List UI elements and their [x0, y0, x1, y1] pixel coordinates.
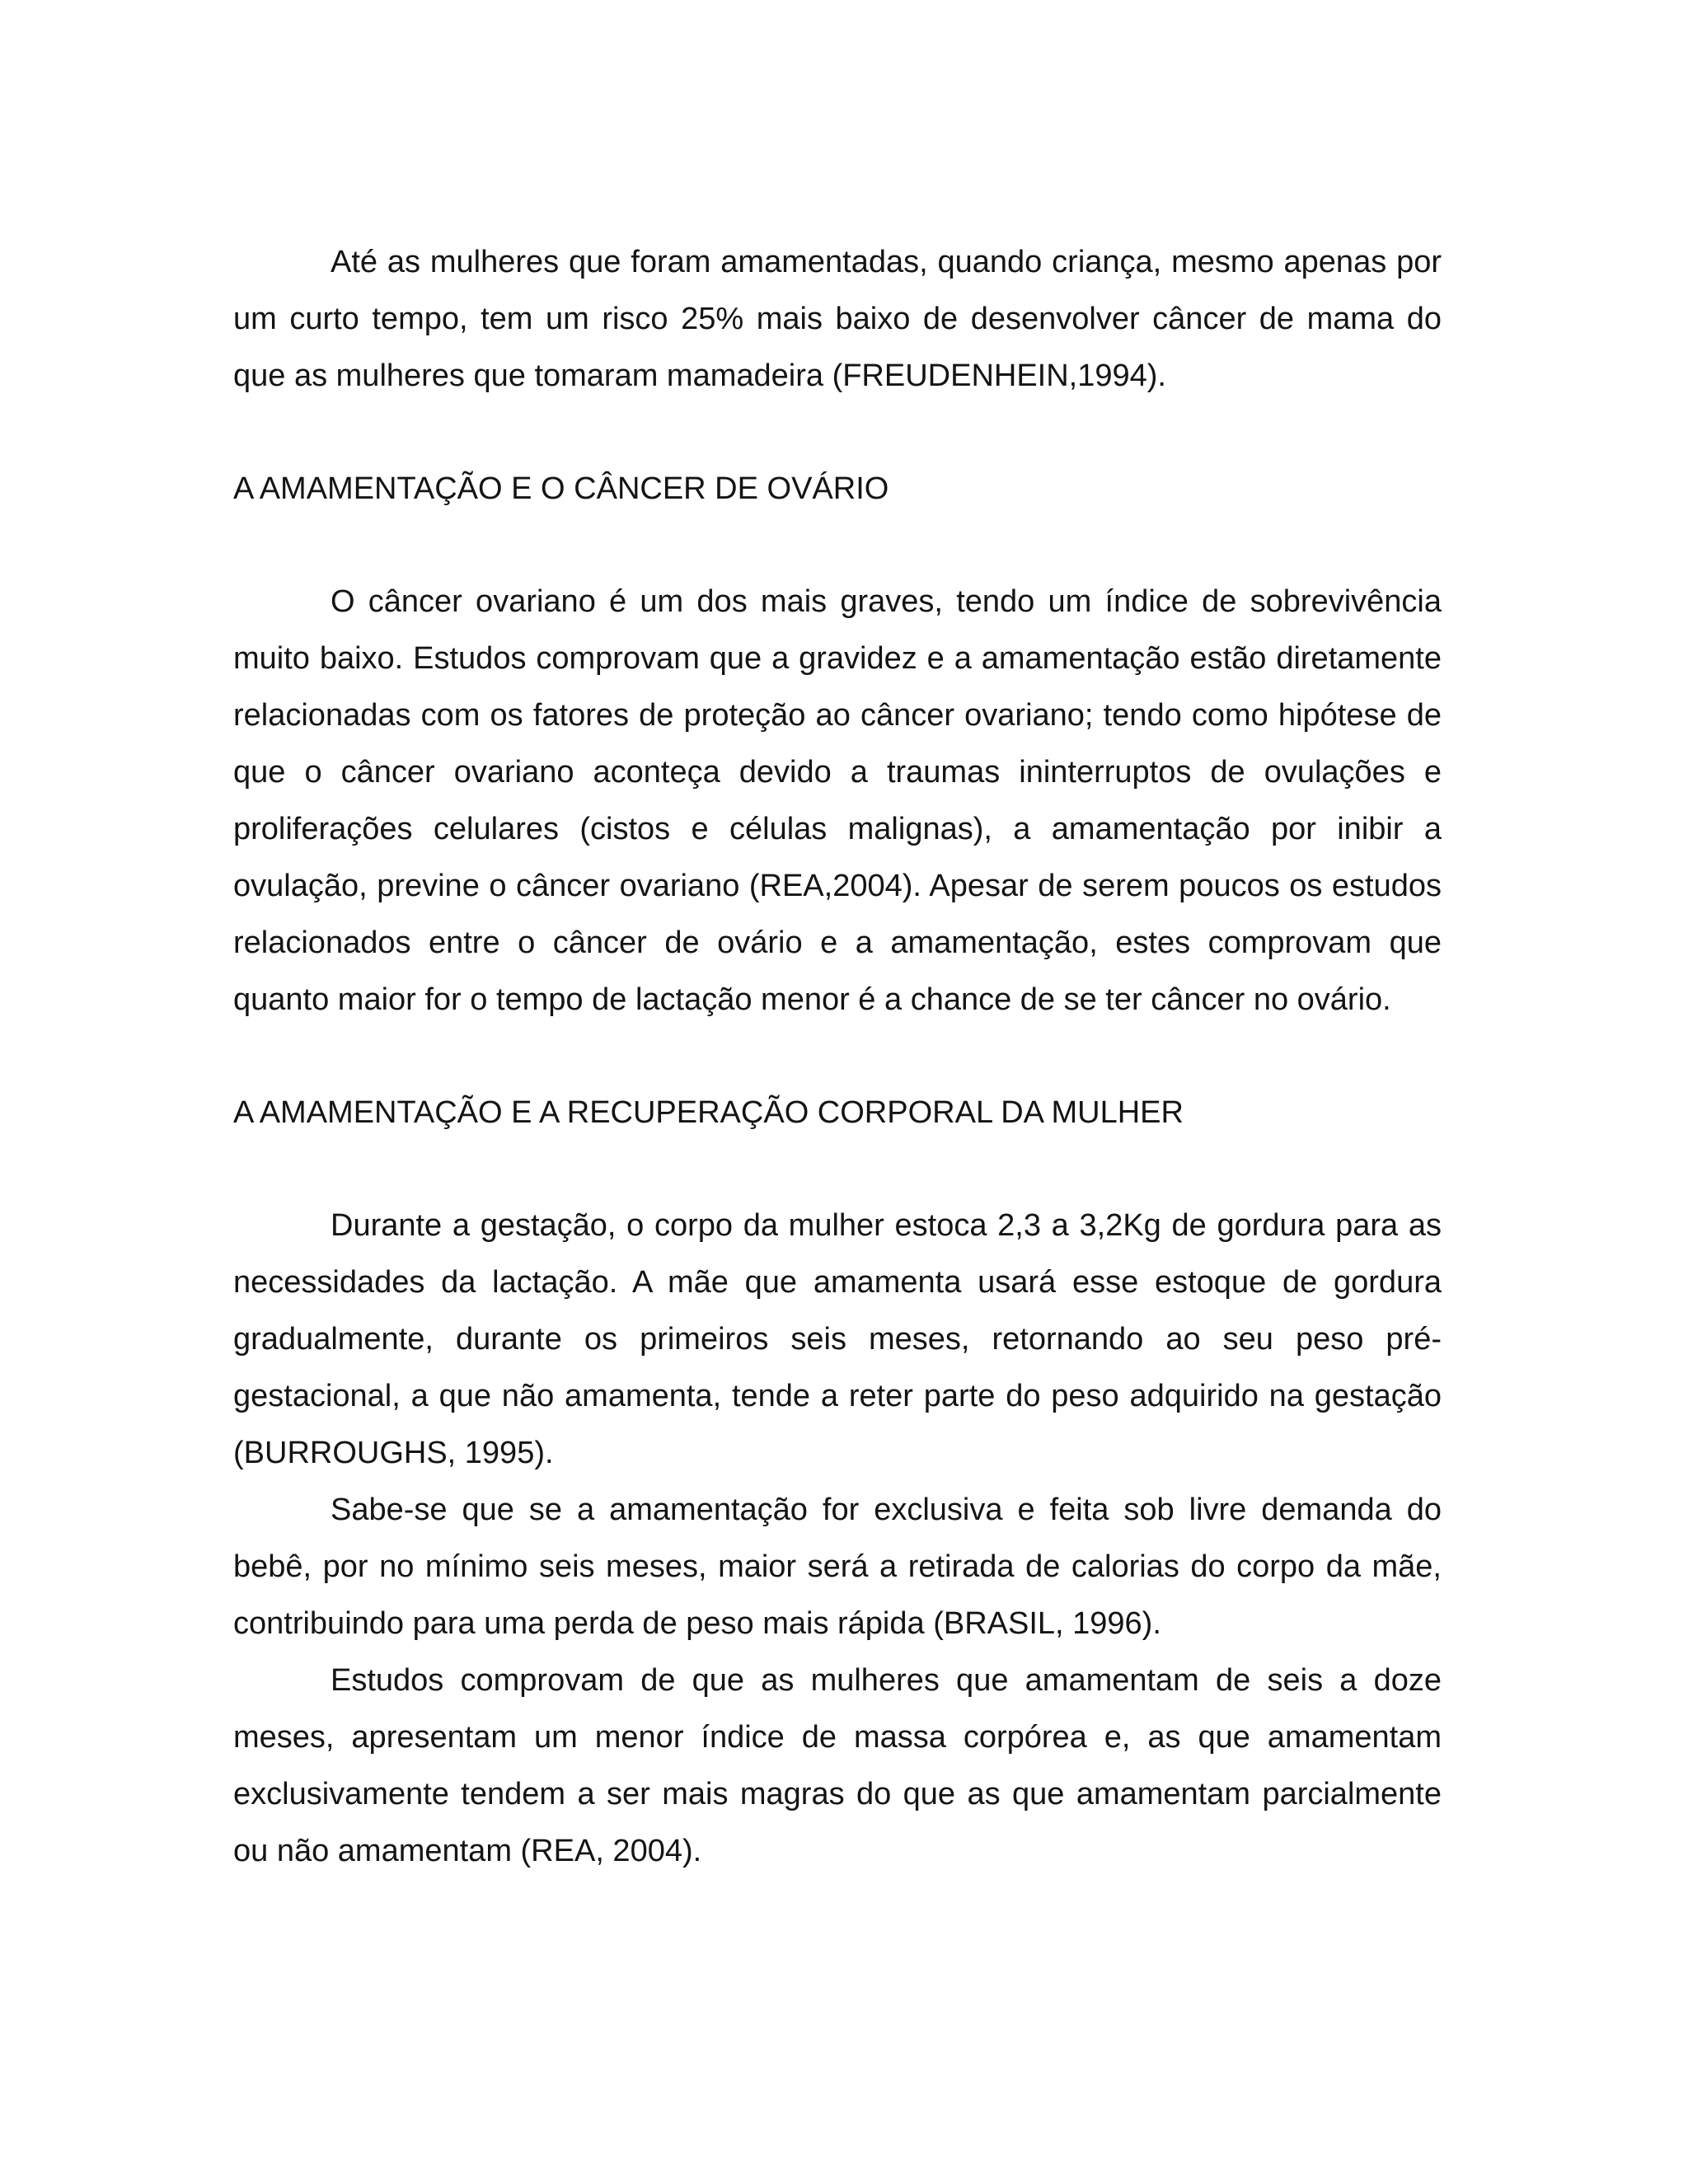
recovery-paragraph-1: Durante a gestação, o corpo da mulher estoca 2,3 a 3,2Kg de gordura para as necessidades da lactação. A mãe que amamenta usará esse estoque de gordura gradualmente, durante os primeiros seis meses, retornando ao seu peso pré-gestacional, a que não amamenta, tende a reter parte do peso adquirido na gestação (BURROUGHS, 1995).: [233, 1208, 1442, 1470]
recovery-paragraph-2: Sabe-se que se a amamentação for exclusiva e feita sob livre demanda do bebê, por no mínimo seis meses, maior será a retirada de calorias do corpo da mãe, contribuindo para uma perda de peso mais rápida (BRASIL, 1996).: [233, 1493, 1442, 1641]
spacer: [233, 518, 1442, 574]
recovery-paragraph-3: Estudos comprovam de que as mulheres que amamentam de seis a doze meses, apresentam um menor índice de massa corpórea e, as que amamentam exclusivamente tendem a ser mais magras do que as que amamentam parcialmente ou não amamentam (REA, 2004).: [233, 1663, 1442, 1868]
spacer: [233, 1141, 1442, 1197]
ovary-paragraph: O câncer ovariano é um dos mais graves, tendo um índice de sobrevivência muito baixo. Estudos comprovam que a gravidez e a amamentação estão diretamente relacionadas com os fatores de proteção ao câncer ovariano; tendo como hipótese de que o câncer ovariano aconteça devido a traumas ininterruptos de ovulações e proliferações celulares (cistos e células malignas), a amamentação por inibir a ovulação, previne o câncer ovariano (REA,2004). Apesar de serem poucos os estudos relacionados entre o câncer de ovário e a amamentação, estes comprovam que quanto maior for o tempo de lactação menor é a chance de se ter câncer no ovário.: [233, 584, 1442, 1017]
spacer: [233, 1029, 1442, 1085]
intro-paragraph: Até as mulheres que foram amamentadas, quando criança, mesmo apenas por um curto tempo, tem um risco 25% mais baixo de desenvolver câncer de mama do que as mulheres que tomaram mamadeira (FREUDENHEIN,1994).: [233, 245, 1442, 393]
section-heading-recovery: A AMAMENTAÇÃO E A RECUPERAÇÃO CORPORAL DA MULHER: [233, 1095, 1184, 1130]
section-heading-ovary: A AMAMENTAÇÃO E O CÂNCER DE OVÁRIO: [233, 471, 889, 506]
spacer: [233, 405, 1442, 461]
document-page: [233, 234, 1442, 1880]
